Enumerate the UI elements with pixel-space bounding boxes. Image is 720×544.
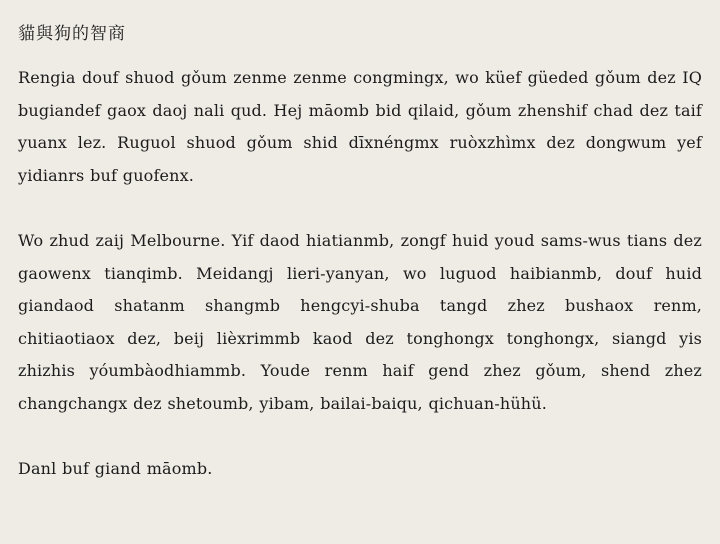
- paragraph-2: Wo zhud zaij Melbourne. Yif daod hiatianmb, zongf huid youd sams-wus tians dez gaowenx tianqimb. Meidangj lieri-yanyan, wo luguod haibianmb, douf huid giandaod shatanm shangmb hengcyi-shuba tangd zhez bushaox renm, chitiaotiaox dez, beij lièxrimmb kaod dez tonghongx tonghongx, siangd yis zhizhis yóumbàodhiammb. Youde renm haif gend zhez gǒum, shend zhez changchangx dez shetoumb, yibam, bailai-baiqu, qichuan-hühü.: [18, 230, 702, 413]
- paragraph-3: Danl buf giand māomb.: [18, 459, 213, 479]
- document-title: 貓與狗的智商: [18, 24, 126, 44]
- paragraph-1: Rengia douf shuod gǒum zenme zenme congmingx, wo küef güeded gǒum dez IQ bugiandef gaox daoj nali qud. Hej māomb bid qilaid, gǒum zhenshif chad dez taif yuanx lez. Ruguol shuod gǒum shid dīxnéngmx ruòxzhìmx dez dongwum yef yidianrs buf guofenx.: [18, 68, 702, 185]
